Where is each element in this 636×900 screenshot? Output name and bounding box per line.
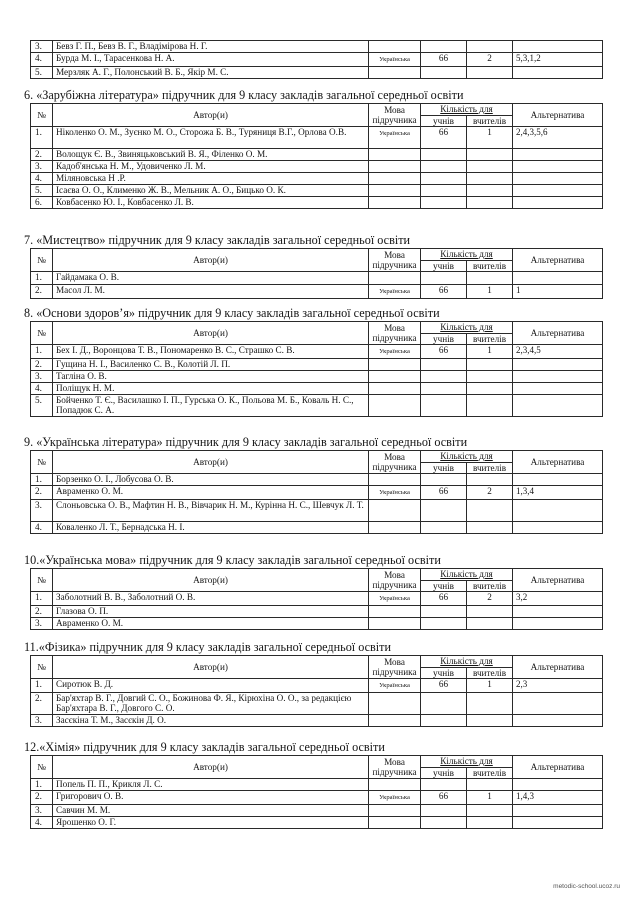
- header-num: №: [31, 451, 53, 474]
- row-students: [421, 714, 467, 726]
- table-row: [31, 382, 603, 394]
- row-language: [369, 779, 421, 791]
- row-alternative: 1: [513, 285, 603, 299]
- row-language: [369, 804, 421, 816]
- row-author: Бар'яхтар В. Г., Довгий С. О., Божинова Ф. Я., Кірюхіна О. О., за редакцією Бар'яхтара В. Г., Довгого С. О.: [53, 692, 369, 714]
- row-students: [421, 692, 467, 714]
- row-author: Авраменко О. М.: [53, 617, 369, 629]
- header-teachers: вчителів: [467, 260, 513, 272]
- table-row: [31, 41, 603, 53]
- row-author: Поліщук Н. М.: [53, 382, 369, 394]
- row-students: [421, 66, 467, 78]
- row-students: [421, 197, 467, 209]
- row-students: 66: [421, 791, 467, 805]
- table-row: [31, 592, 603, 606]
- row-author: Бойченко Т. Є., Василашко І. П., Гурська О. К., Польова М. Б., Коваль Н. С., Попадюк С. А.: [53, 394, 369, 416]
- row-author: Сиротюк В. Д.: [53, 679, 369, 693]
- row-number: 5.: [31, 185, 53, 197]
- row-alternative: 2,3: [513, 679, 603, 693]
- row-students: [421, 173, 467, 185]
- row-language: [369, 394, 421, 416]
- table-row: [31, 197, 603, 209]
- header-alternative: Альтернатива: [513, 569, 603, 592]
- row-number: 1.: [31, 779, 53, 791]
- row-language: [369, 816, 421, 828]
- table-row: [31, 679, 603, 693]
- header-quantity: Кількість для: [421, 569, 513, 581]
- section-title: 8. «Основи здоров’я» підручник для 9 класу закладів загальної середньої освіти: [24, 306, 440, 320]
- row-teachers: [467, 617, 513, 629]
- table-row: [31, 816, 603, 828]
- row-alternative: [513, 382, 603, 394]
- row-students: [421, 370, 467, 382]
- row-language: [369, 370, 421, 382]
- textbook-table: [30, 248, 603, 299]
- table-row: [31, 345, 603, 359]
- row-teachers: [467, 66, 513, 78]
- row-language: [369, 358, 421, 370]
- row-students: 66: [421, 285, 467, 299]
- table-row: [31, 370, 603, 382]
- row-number: 4.: [31, 521, 53, 533]
- row-number: 1.: [31, 474, 53, 486]
- table-row: [31, 486, 603, 500]
- header-teachers: вчителів: [467, 667, 513, 679]
- table-row: [31, 617, 603, 629]
- row-language: [369, 499, 421, 521]
- row-language: [369, 605, 421, 617]
- textbook-table: [30, 321, 603, 417]
- row-alternative: 3,2: [513, 592, 603, 606]
- row-alternative: [513, 804, 603, 816]
- row-language: Українська: [369, 127, 421, 149]
- row-students: [421, 382, 467, 394]
- row-teachers: [467, 161, 513, 173]
- header-quantity: Кількість для: [421, 656, 513, 668]
- row-alternative: [513, 692, 603, 714]
- row-language: [369, 692, 421, 714]
- row-author: Савчин М. М.: [53, 804, 369, 816]
- header-students: учнів: [421, 580, 467, 592]
- row-language: [369, 161, 421, 173]
- row-students: 66: [421, 679, 467, 693]
- row-students: [421, 41, 467, 53]
- row-teachers: [467, 370, 513, 382]
- row-number: 1.: [31, 127, 53, 149]
- row-language: [369, 66, 421, 78]
- row-alternative: [513, 779, 603, 791]
- header-students: учнів: [421, 667, 467, 679]
- row-students: 66: [421, 592, 467, 606]
- row-language: Українська: [369, 486, 421, 500]
- table-row: [31, 605, 603, 617]
- header-alternative: Альтернатива: [513, 451, 603, 474]
- row-author: Коваленко Л. Т., Бернадська Н. І.: [53, 521, 369, 533]
- row-language: [369, 474, 421, 486]
- row-number: 1.: [31, 345, 53, 359]
- row-students: [421, 161, 467, 173]
- row-alternative: [513, 197, 603, 209]
- section-title: 11.«Фізика» підручник для 9 класу закладів загальної середньої освіти: [24, 640, 392, 654]
- row-number: 5.: [31, 66, 53, 78]
- row-students: [421, 272, 467, 285]
- row-teachers: 2: [467, 53, 513, 67]
- row-alternative: [513, 394, 603, 416]
- row-number: 2.: [31, 285, 53, 299]
- row-teachers: [467, 358, 513, 370]
- row-language: Українська: [369, 679, 421, 693]
- header-students: учнів: [421, 767, 467, 779]
- row-alternative: [513, 272, 603, 285]
- table-row: [31, 285, 603, 299]
- row-language: [369, 521, 421, 533]
- row-language: [369, 617, 421, 629]
- header-quantity: Кількість для: [421, 322, 513, 334]
- textbook-table: [30, 103, 603, 209]
- row-teachers: 1: [467, 285, 513, 299]
- row-number: 6.: [31, 197, 53, 209]
- row-teachers: [467, 173, 513, 185]
- table-row: [31, 394, 603, 416]
- row-author: Попель П. П., Крикля Л. С.: [53, 779, 369, 791]
- row-students: [421, 149, 467, 161]
- row-number: 2.: [31, 358, 53, 370]
- row-language: Українська: [369, 791, 421, 805]
- row-language: [369, 272, 421, 285]
- table-row: [31, 521, 603, 533]
- row-teachers: [467, 692, 513, 714]
- row-number: 2.: [31, 149, 53, 161]
- row-author: Масол Л. М.: [53, 285, 369, 299]
- row-students: [421, 394, 467, 416]
- table-row: [31, 804, 603, 816]
- row-students: 66: [421, 345, 467, 359]
- header-language: Мова підручника: [369, 451, 421, 474]
- row-alternative: [513, 816, 603, 828]
- row-students: 66: [421, 486, 467, 500]
- row-number: 3.: [31, 804, 53, 816]
- header-quantity: Кількість для: [421, 451, 513, 463]
- row-teachers: 2: [467, 592, 513, 606]
- row-teachers: [467, 197, 513, 209]
- row-number: 2.: [31, 692, 53, 714]
- row-author: Ковбасенко Ю. І., Ковбасенко Л. В.: [53, 197, 369, 209]
- row-author: Григорович О. В.: [53, 791, 369, 805]
- header-students: учнів: [421, 333, 467, 345]
- header-language: Мова підручника: [369, 104, 421, 127]
- section-title: 12.«Хімія» підручник для 9 класу закладів загальної середньої освіти: [24, 740, 385, 754]
- row-number: 5.: [31, 394, 53, 416]
- textbook-table: [30, 755, 603, 829]
- row-author: Гайдамака О. В.: [53, 272, 369, 285]
- header-teachers: вчителів: [467, 115, 513, 127]
- row-author: Міляновська Н .Р.: [53, 173, 369, 185]
- section-title: 9. «Українська література» підручник для 9 класу закладів загальної середньої освіти: [24, 435, 468, 449]
- row-teachers: 1: [467, 127, 513, 149]
- row-number: 4.: [31, 53, 53, 67]
- row-alternative: [513, 358, 603, 370]
- header-language: Мова підручника: [369, 322, 421, 345]
- row-number: 1.: [31, 592, 53, 606]
- row-students: [421, 816, 467, 828]
- row-language: Українська: [369, 53, 421, 67]
- header-author: Автор(и): [53, 249, 369, 272]
- table-row: [31, 474, 603, 486]
- row-alternative: [513, 617, 603, 629]
- row-language: [369, 197, 421, 209]
- row-author: Ярошенко О. Г.: [53, 816, 369, 828]
- row-number: 2.: [31, 605, 53, 617]
- section-title: 6. «Зарубіжна література» підручник для 9 класу закладів загальної середньої освіти: [24, 88, 464, 102]
- row-author: Заболотний В. В., Заболотний О. В.: [53, 592, 369, 606]
- header-author: Автор(и): [53, 756, 369, 779]
- textbook-table: [30, 568, 603, 630]
- row-author: Слоньовська О. В., Мафтин Н. В., Вівчарик Н. М., Курінна Н. С., Шевчук Л. Т.: [53, 499, 369, 521]
- row-number: 1.: [31, 272, 53, 285]
- row-students: [421, 804, 467, 816]
- row-author: Бурда М. І., Тарасенкова Н. А.: [53, 53, 369, 67]
- row-author: Бевз Г. П., Бевз В. Г., Владімірова Н. Г.: [53, 41, 369, 53]
- row-teachers: 1: [467, 679, 513, 693]
- table-row: [31, 185, 603, 197]
- textbook-table: [30, 655, 603, 727]
- row-teachers: [467, 499, 513, 521]
- row-language: [369, 382, 421, 394]
- row-author: Засєкіна Т. М., Засєкін Д. О.: [53, 714, 369, 726]
- header-language: Мова підручника: [369, 756, 421, 779]
- header-quantity: Кількість для: [421, 756, 513, 768]
- row-alternative: 2,3,4,5: [513, 345, 603, 359]
- row-number: 3.: [31, 41, 53, 53]
- row-alternative: [513, 474, 603, 486]
- row-alternative: [513, 605, 603, 617]
- header-quantity: Кількість для: [421, 249, 513, 261]
- row-teachers: [467, 185, 513, 197]
- row-language: [369, 185, 421, 197]
- row-alternative: [513, 173, 603, 185]
- row-alternative: 5,3,1,2: [513, 53, 603, 67]
- row-language: Українська: [369, 592, 421, 606]
- row-teachers: 1: [467, 345, 513, 359]
- table-row: [31, 149, 603, 161]
- row-number: 3.: [31, 499, 53, 521]
- header-num: №: [31, 569, 53, 592]
- row-alternative: [513, 66, 603, 78]
- row-teachers: [467, 474, 513, 486]
- row-number: 2.: [31, 486, 53, 500]
- row-students: [421, 474, 467, 486]
- row-teachers: [467, 714, 513, 726]
- table-row: [31, 161, 603, 173]
- header-language: Мова підручника: [369, 569, 421, 592]
- row-language: Українська: [369, 285, 421, 299]
- table-row: [31, 272, 603, 285]
- header-teachers: вчителів: [467, 462, 513, 474]
- section-title: 10.«Українська мова» підручник для 9 класу закладів загальної середньої освіти: [24, 553, 441, 567]
- row-students: [421, 617, 467, 629]
- row-author: Ісаєва О. О., Клименко Ж. В., Мельник А. О., Бицько О. К.: [53, 185, 369, 197]
- header-num: №: [31, 656, 53, 679]
- row-students: [421, 499, 467, 521]
- row-number: 2.: [31, 791, 53, 805]
- row-teachers: [467, 41, 513, 53]
- row-alternative: [513, 521, 603, 533]
- table-row: [31, 53, 603, 67]
- row-author: Глазова О. П.: [53, 605, 369, 617]
- header-alternative: Альтернатива: [513, 656, 603, 679]
- top-table: [30, 40, 603, 79]
- row-number: 3.: [31, 714, 53, 726]
- header-num: №: [31, 249, 53, 272]
- table-row: [31, 66, 603, 78]
- header-teachers: вчителів: [467, 333, 513, 345]
- row-alternative: [513, 370, 603, 382]
- row-teachers: [467, 521, 513, 533]
- row-alternative: 1,3,4: [513, 486, 603, 500]
- row-teachers: 1: [467, 791, 513, 805]
- header-students: учнів: [421, 462, 467, 474]
- row-teachers: [467, 779, 513, 791]
- row-author: Бех І. Д., Воронцова Т. В., Пономаренко В. С., Страшко С. В.: [53, 345, 369, 359]
- header-alternative: Альтернатива: [513, 249, 603, 272]
- header-num: №: [31, 756, 53, 779]
- header-author: Автор(и): [53, 451, 369, 474]
- header-alternative: Альтернатива: [513, 756, 603, 779]
- row-number: 4.: [31, 816, 53, 828]
- row-author: Мерзляк А. Г., Полонський В. Б., Якір М. С.: [53, 66, 369, 78]
- row-students: [421, 358, 467, 370]
- row-teachers: [467, 394, 513, 416]
- row-language: Українська: [369, 345, 421, 359]
- header-alternative: Альтернатива: [513, 104, 603, 127]
- row-alternative: [513, 499, 603, 521]
- row-alternative: [513, 149, 603, 161]
- row-language: [369, 173, 421, 185]
- row-language: [369, 714, 421, 726]
- row-language: [369, 41, 421, 53]
- header-alternative: Альтернатива: [513, 322, 603, 345]
- row-number: 3.: [31, 370, 53, 382]
- row-number: 4.: [31, 382, 53, 394]
- row-teachers: [467, 272, 513, 285]
- row-students: [421, 779, 467, 791]
- textbook-table: [30, 450, 603, 534]
- header-author: Автор(и): [53, 322, 369, 345]
- row-number: 3.: [31, 161, 53, 173]
- header-author: Автор(и): [53, 104, 369, 127]
- row-teachers: [467, 382, 513, 394]
- header-quantity: Кількість для: [421, 104, 513, 116]
- row-author: Гущина Н. І., Василенко С. В., Колотій Л. П.: [53, 358, 369, 370]
- table-row: [31, 791, 603, 805]
- table-row: [31, 358, 603, 370]
- row-author: Ніколенко О. М., Зуєнко М. О., Сторожа Б. В., Туряниця В.Г., Орлова О.В.: [53, 127, 369, 149]
- header-students: учнів: [421, 115, 467, 127]
- header-students: учнів: [421, 260, 467, 272]
- row-number: 3.: [31, 617, 53, 629]
- row-alternative: 2,4,3,5,6: [513, 127, 603, 149]
- header-language: Мова підручника: [369, 656, 421, 679]
- header-teachers: вчителів: [467, 767, 513, 779]
- header-teachers: вчителів: [467, 580, 513, 592]
- table-row: [31, 779, 603, 791]
- row-author: Волощук Є. В., Звиняцьковський В. Я., Філенко О. М.: [53, 149, 369, 161]
- table-row: [31, 692, 603, 714]
- row-students: [421, 521, 467, 533]
- row-author: Борзенко О. І., Лобусова О. В.: [53, 474, 369, 486]
- header-language: Мова підручника: [369, 249, 421, 272]
- row-alternative: [513, 185, 603, 197]
- table-row: [31, 499, 603, 521]
- table-row: [31, 714, 603, 726]
- row-teachers: [467, 149, 513, 161]
- row-author: Тагліна О. В.: [53, 370, 369, 382]
- header-author: Автор(и): [53, 569, 369, 592]
- row-number: 1.: [31, 679, 53, 693]
- row-language: [369, 149, 421, 161]
- row-author: Авраменко О. М.: [53, 486, 369, 500]
- row-alternative: 1,4,3: [513, 791, 603, 805]
- row-author: Кадоб'янська Н. М., Удовиченко Л. М.: [53, 161, 369, 173]
- header-num: №: [31, 104, 53, 127]
- row-teachers: [467, 605, 513, 617]
- row-students: [421, 185, 467, 197]
- row-alternative: [513, 161, 603, 173]
- table-row: [31, 173, 603, 185]
- row-teachers: 2: [467, 486, 513, 500]
- row-students: 66: [421, 127, 467, 149]
- row-alternative: [513, 714, 603, 726]
- row-students: 66: [421, 53, 467, 67]
- row-alternative: [513, 41, 603, 53]
- row-number: 4.: [31, 173, 53, 185]
- table-row: [31, 127, 603, 149]
- header-author: Автор(и): [53, 656, 369, 679]
- header-num: №: [31, 322, 53, 345]
- row-students: [421, 605, 467, 617]
- section-title: 7. «Мистецтво» підручник для 9 класу закладів загальної середньої освіти: [24, 233, 411, 247]
- row-teachers: [467, 816, 513, 828]
- row-teachers: [467, 804, 513, 816]
- footer-watermark: metodic-school.ucoz.ru: [553, 883, 620, 890]
